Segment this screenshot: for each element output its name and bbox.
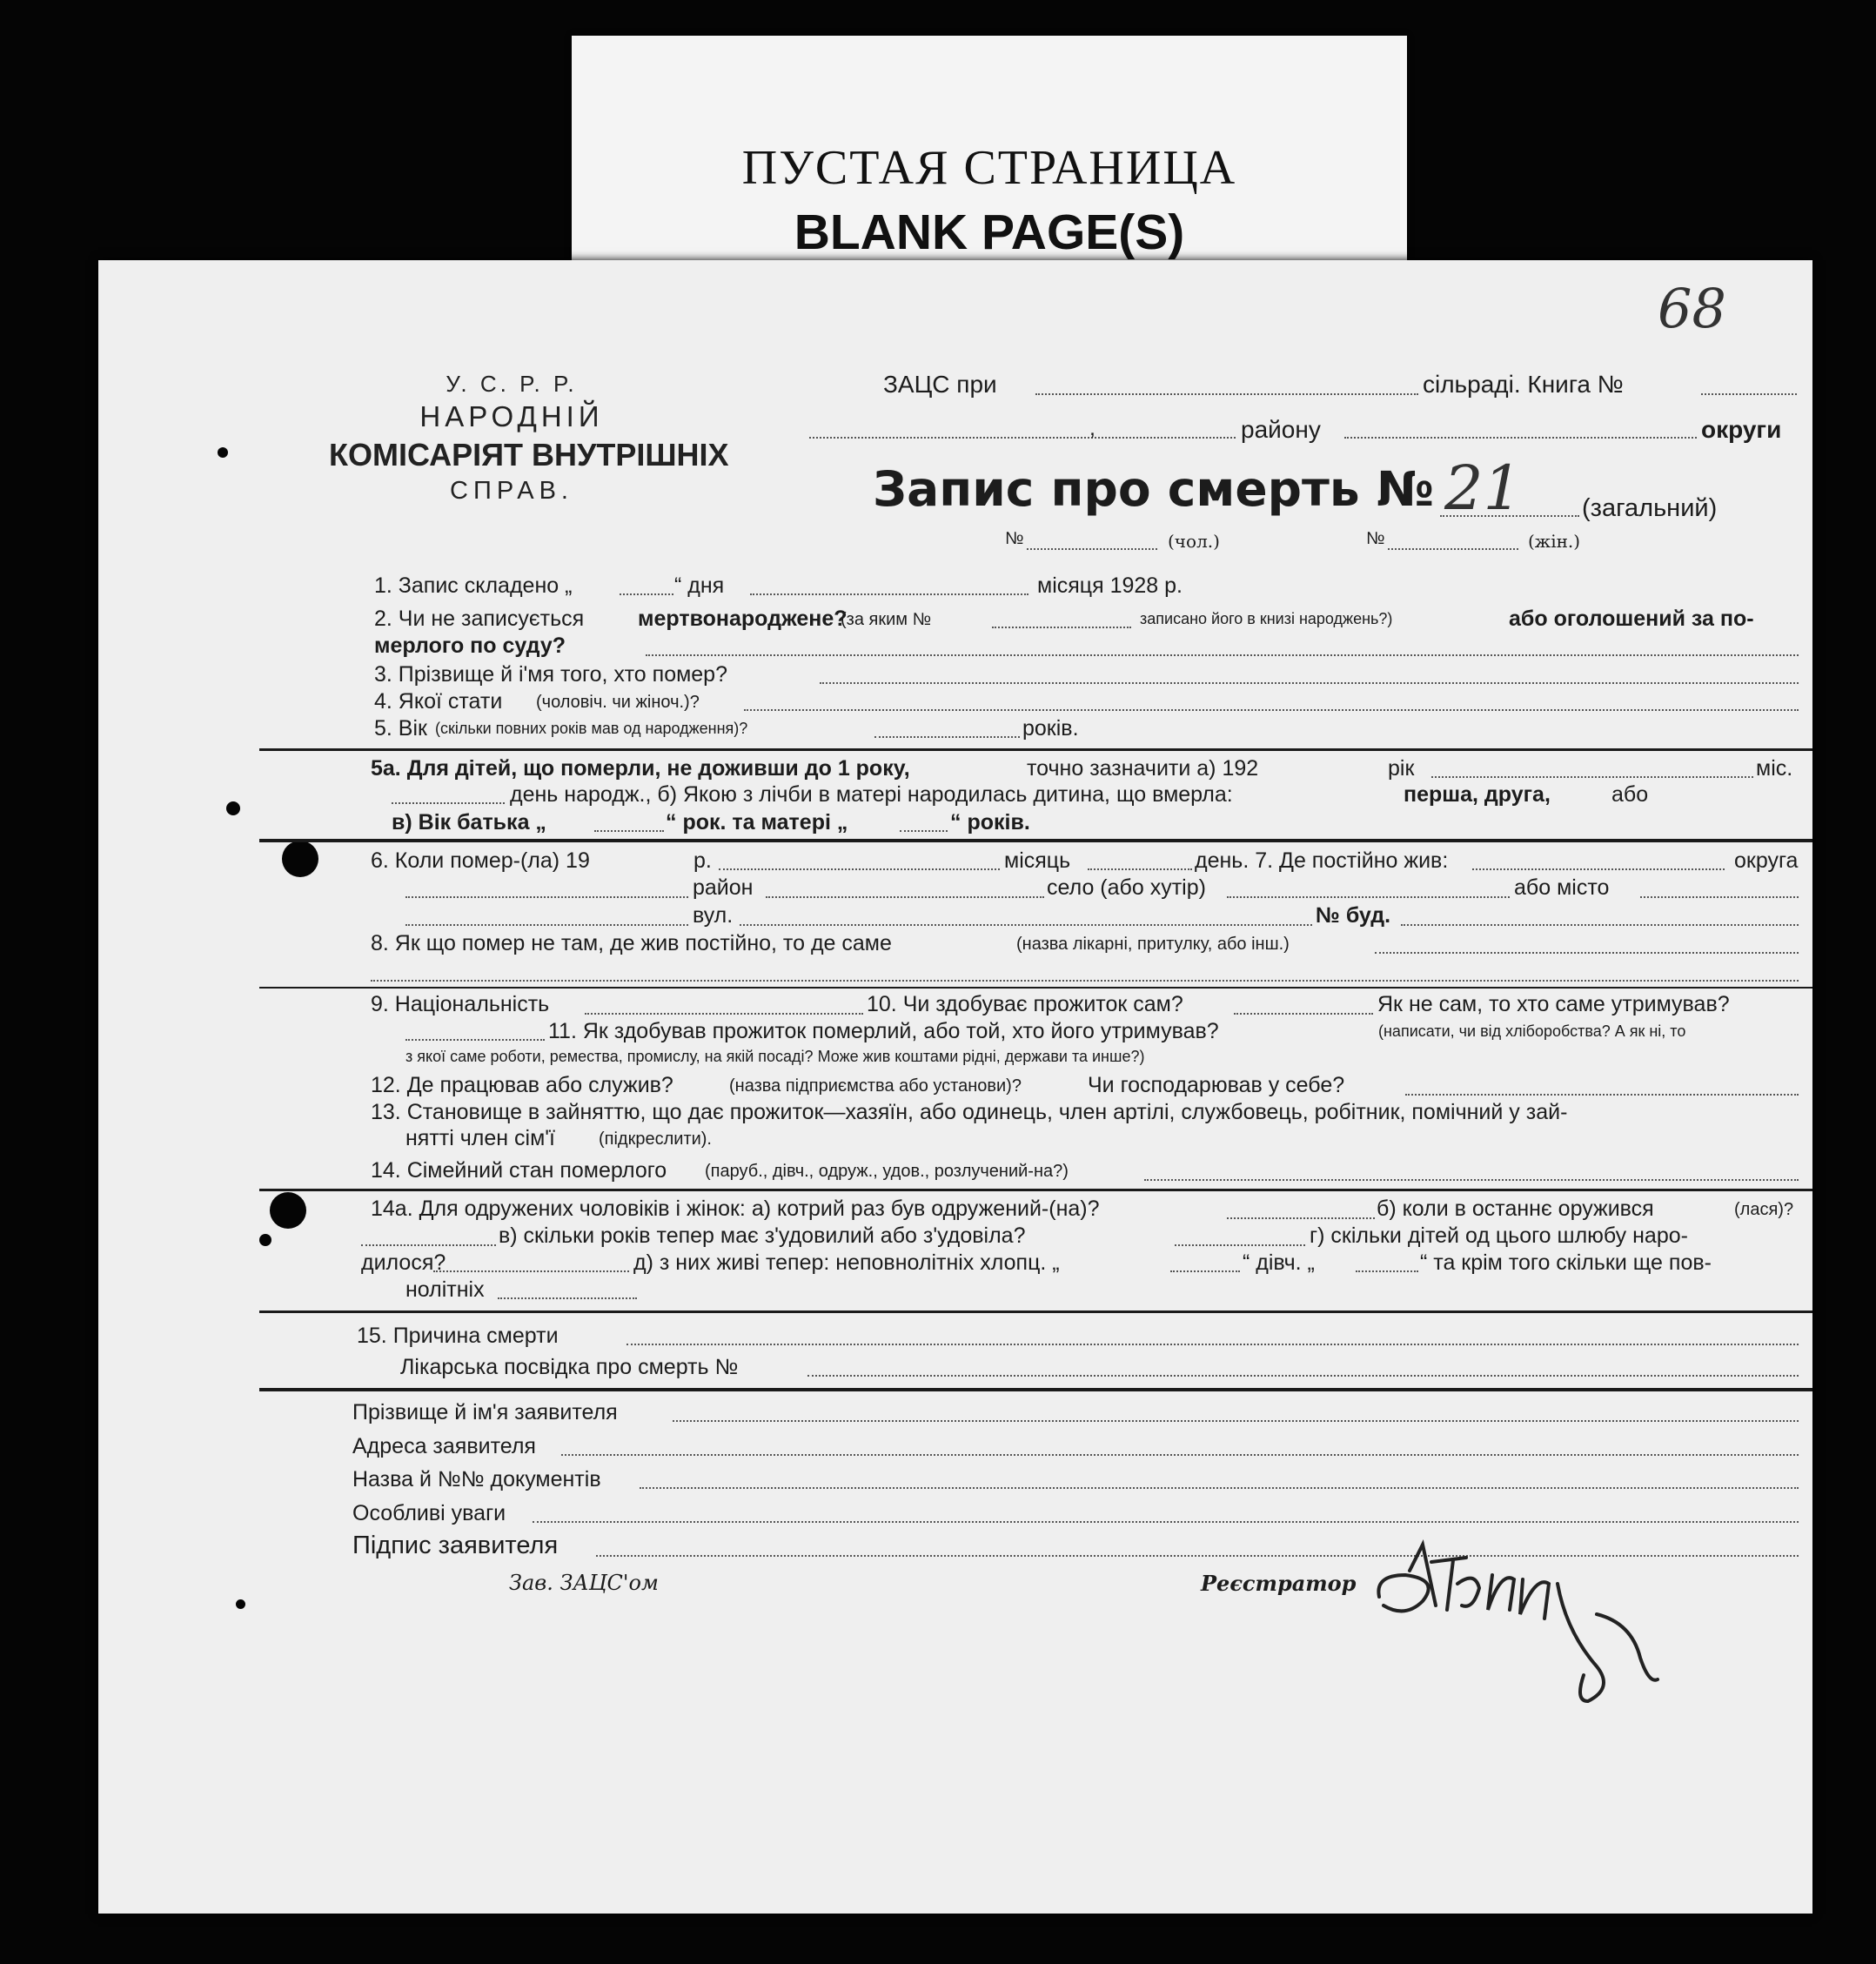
org-line-2: НАРОДНІЙ <box>419 400 604 432</box>
field-line <box>626 1344 1799 1345</box>
field-line <box>361 1244 496 1246</box>
row-1-day: “ дня <box>674 573 725 598</box>
field-line <box>561 1454 1799 1456</box>
section-divider <box>259 1189 1812 1191</box>
punch-hole <box>282 841 318 877</box>
row-1-label: 1. Запис складено „ <box>374 573 573 598</box>
row-12-own: Чи господарював у себе? <box>1088 1073 1345 1097</box>
field-line <box>1472 868 1725 870</box>
row-5a-years: “ років. <box>950 810 1030 835</box>
row-12-hint: (назва підприємства або установи)? <box>729 1076 1022 1096</box>
header-comma: , <box>1089 416 1095 440</box>
field-line <box>1701 393 1797 395</box>
field-line <box>1375 952 1799 954</box>
row-2-which-no: (за яким № <box>841 610 932 629</box>
row-11-hint-2: з якої саме роботи, ремества, промислу, на якій посаді? Може жив коштами рідні, держави та инше?) <box>405 1048 1145 1065</box>
row-8-label: 8. Як що помер не там, де жив постійно, то де саме <box>371 931 892 955</box>
punch-hole <box>236 1599 245 1609</box>
row-9-label: 9. Національність <box>371 992 550 1016</box>
field-line <box>594 830 664 832</box>
row-6-day-residence: день. 7. Де постійно жив: <box>1195 848 1449 873</box>
field-line <box>620 593 673 595</box>
row-14a-living: д) з них живі тепер: неповнолітніх хлопц. „ <box>633 1250 1060 1275</box>
field-line <box>646 654 1799 656</box>
field-line <box>1170 1270 1240 1272</box>
header-silradi: сільраді. Книга № <box>1423 371 1624 398</box>
row-6-street: вул. <box>693 903 734 928</box>
row-14a-widowed: в) скільки років тепер має з'удовилий або з'удовіла? <box>499 1223 1026 1248</box>
row-13-family: нятті член сім'ї <box>405 1126 555 1150</box>
row-14a-adults-end: нолітніх <box>405 1277 485 1302</box>
field-line <box>1640 896 1799 898</box>
applicant-signature-label: Підпис заявителя <box>352 1532 559 1559</box>
row-13-label: 13. Становище в зайняттю, що дає прожиток—хазяїн, або одинець, член артілі, службовець, робітник, помічний у зай- <box>371 1100 1568 1124</box>
field-line <box>1088 868 1192 870</box>
row-14a-adults: “ та крім того скільки ще пов- <box>1420 1250 1712 1275</box>
section-divider <box>259 1388 1812 1391</box>
row-14a-label: 14а. Для одружених чоловіків і жінок: а) котрий раз був одружений-(на)? <box>371 1196 1100 1221</box>
field-line <box>1227 896 1510 898</box>
field-line <box>392 802 505 804</box>
field-line <box>585 1013 863 1015</box>
field-line <box>405 896 688 898</box>
field-line <box>1234 1013 1373 1015</box>
field-line <box>1431 776 1753 778</box>
section-divider <box>259 987 1812 989</box>
row-2-declared: або оголошений за по- <box>1509 607 1754 631</box>
registrar-label: Реєстратор <box>1201 1571 1357 1596</box>
title-zagalnyi: (загальний) <box>1582 494 1718 522</box>
field-line <box>874 736 1020 738</box>
punch-hole <box>259 1234 271 1246</box>
field-line <box>992 627 1131 628</box>
header-zags: ЗАЦС при <box>883 371 997 398</box>
row-2-court: мерлого по суду? <box>374 633 566 658</box>
field-line <box>1440 515 1579 517</box>
row-4-hint: (чоловіч. чи жіноч.)? <box>536 693 700 712</box>
punch-hole <box>218 447 228 458</box>
field-line <box>1405 1094 1799 1096</box>
field-line <box>1144 1179 1799 1181</box>
row-2-label: 2. Чи не записується <box>374 607 585 631</box>
applicant-address-label: Адреса заявителя <box>352 1434 536 1458</box>
row-11-hint: (написати, чи від хліборобства? А як ні, то <box>1378 1022 1686 1040</box>
row-5a-which-child: день народж., б) Якою з лічби в матері народилась дитина, що вмерла: <box>510 782 1233 807</box>
row-12-label: 12. Де працював або служив? <box>371 1073 673 1097</box>
org-line-1: У. С. Р. Р. <box>446 371 578 397</box>
row-6-label: 6. Коли помер-(ла) 19 <box>371 848 590 873</box>
header-raionu: району <box>1241 416 1321 443</box>
field-line <box>1227 1217 1375 1219</box>
title-zhin: (жін.) <box>1528 531 1581 552</box>
field-line <box>766 896 1044 898</box>
row-8-hint: (назва лікарні, притулку, або інш.) <box>1016 935 1290 954</box>
field-line <box>1035 393 1418 395</box>
row-6-year: р. <box>693 848 712 873</box>
row-5a-mis: міс. <box>1756 756 1793 781</box>
registrar-signature <box>1370 1536 1692 1719</box>
section-divider <box>259 1310 1812 1313</box>
row-6-okruga: округа <box>1734 848 1799 873</box>
row-14-hint: (паруб., дівч., одруж., удов., розлучений-на?) <box>705 1162 1069 1181</box>
row-5a-options: перша, друга, <box>1404 782 1551 807</box>
row-5a-father-age: в) Вік батька „ <box>392 810 546 835</box>
row-5a-rik: рік <box>1388 756 1415 781</box>
row-5-hint: (скільки повних років мав од народження)? <box>435 720 748 737</box>
field-line <box>498 1297 637 1299</box>
row-3-label: 3. Прізвище й і'мя того, хто помер? <box>374 662 727 687</box>
row-5a-or: або <box>1611 782 1649 807</box>
row-1-month: місяця 1928 р. <box>1037 573 1183 598</box>
field-line <box>750 593 1028 595</box>
record-number: 21 <box>1444 452 1523 524</box>
notice-line-english: BLANK PAGE(S) <box>794 204 1185 260</box>
title-no-female: № <box>1366 529 1385 548</box>
org-line-3: КОМІСАРІЯТ ВНУТРІШНІХ <box>329 437 729 473</box>
notice-line-russian: ПУСТАЯ СТРАНИЦА <box>741 141 1237 195</box>
row-6-selo: село (або хутір) <box>1047 875 1206 900</box>
blank-page-notice <box>572 36 1407 275</box>
field-line <box>371 980 1799 982</box>
field-line <box>1175 1244 1305 1246</box>
field-line <box>1356 1270 1418 1272</box>
row-6-misto: або місто <box>1514 875 1610 900</box>
applicant-name-label: Прізвище й ім'я заявителя <box>352 1400 618 1424</box>
row-5a-label: 5а. Для дітей, що померли, не доживши до 1 року, <box>371 756 910 781</box>
documents-label: Назва й №№ документів <box>352 1467 601 1491</box>
title-no-male: № <box>1005 529 1024 548</box>
row-14-label: 14. Сімейний стан померлого <box>371 1158 667 1183</box>
row-10-label: 10. Чи здобуває прожиток сам? <box>867 992 1183 1016</box>
row-14a-lasya: (лася)? <box>1734 1200 1794 1219</box>
field-line <box>673 1420 1799 1422</box>
punch-hole <box>226 801 240 815</box>
field-line <box>744 709 1799 711</box>
field-line <box>433 1270 629 1272</box>
row-13-hint: (підкреслити). <box>599 1129 712 1149</box>
field-line <box>1027 548 1157 550</box>
header-okrugy: округи <box>1701 416 1782 443</box>
row-14a-last: б) коли в останнє оружився <box>1377 1196 1654 1221</box>
field-line <box>740 924 1312 926</box>
row-14a-girls: “ дівч. „ <box>1243 1250 1315 1275</box>
section-divider <box>259 748 1812 751</box>
field-line <box>1388 548 1518 550</box>
row-15-certificate: Лікарська посвідка про смерть № <box>400 1355 739 1379</box>
row-10-supported: Як не сам, то хто саме утримував? <box>1377 992 1730 1016</box>
field-line <box>640 1487 1799 1489</box>
row-6-raion: район <box>693 875 754 900</box>
row-15-label: 15. Причина смерти <box>357 1324 559 1348</box>
row-5-years: років. <box>1022 716 1079 741</box>
row-11-label: 11. Як здобував прожиток померлий, або той, хто його утримував? <box>548 1019 1219 1043</box>
title-chol: (чол.) <box>1168 531 1220 552</box>
field-line <box>533 1521 1799 1523</box>
row-14a-born: дилося? <box>361 1250 446 1275</box>
field-line <box>1401 924 1799 926</box>
field-line <box>405 924 688 926</box>
org-line-4: СПРАВ. <box>450 477 573 505</box>
field-line <box>900 830 948 832</box>
field-line <box>809 437 1236 439</box>
field-line <box>807 1375 1799 1377</box>
punch-hole <box>270 1192 306 1229</box>
row-6-building: № буд. <box>1316 903 1391 928</box>
row-14a-children: г) скільки дітей од цього шлюбу наро- <box>1310 1223 1688 1248</box>
page-title: Запис про смерть № <box>873 461 1434 517</box>
field-line <box>719 868 1000 870</box>
row-2-stillborn: мертвонароджене? <box>638 607 848 631</box>
row-5a-mother-age: “ рок. та матері „ <box>666 810 848 835</box>
row-6-month: місяць <box>1004 848 1071 873</box>
row-4-label: 4. Якої стати <box>374 689 503 714</box>
remarks-label: Особливі уваги <box>352 1501 506 1525</box>
field-line <box>1344 437 1697 439</box>
row-5a-year: точно зазначити а) 192 <box>1027 756 1259 781</box>
row-2-birth-book: записано його в книзі народжень?) <box>1140 610 1393 627</box>
row-5-label: 5. Вік <box>374 716 427 741</box>
field-line <box>820 682 1799 684</box>
field-line <box>405 1039 545 1041</box>
page-number: 68 <box>1658 277 1726 340</box>
zags-head-label: Зав. ЗАЦС'ом <box>509 1571 659 1595</box>
section-divider <box>259 839 1812 842</box>
